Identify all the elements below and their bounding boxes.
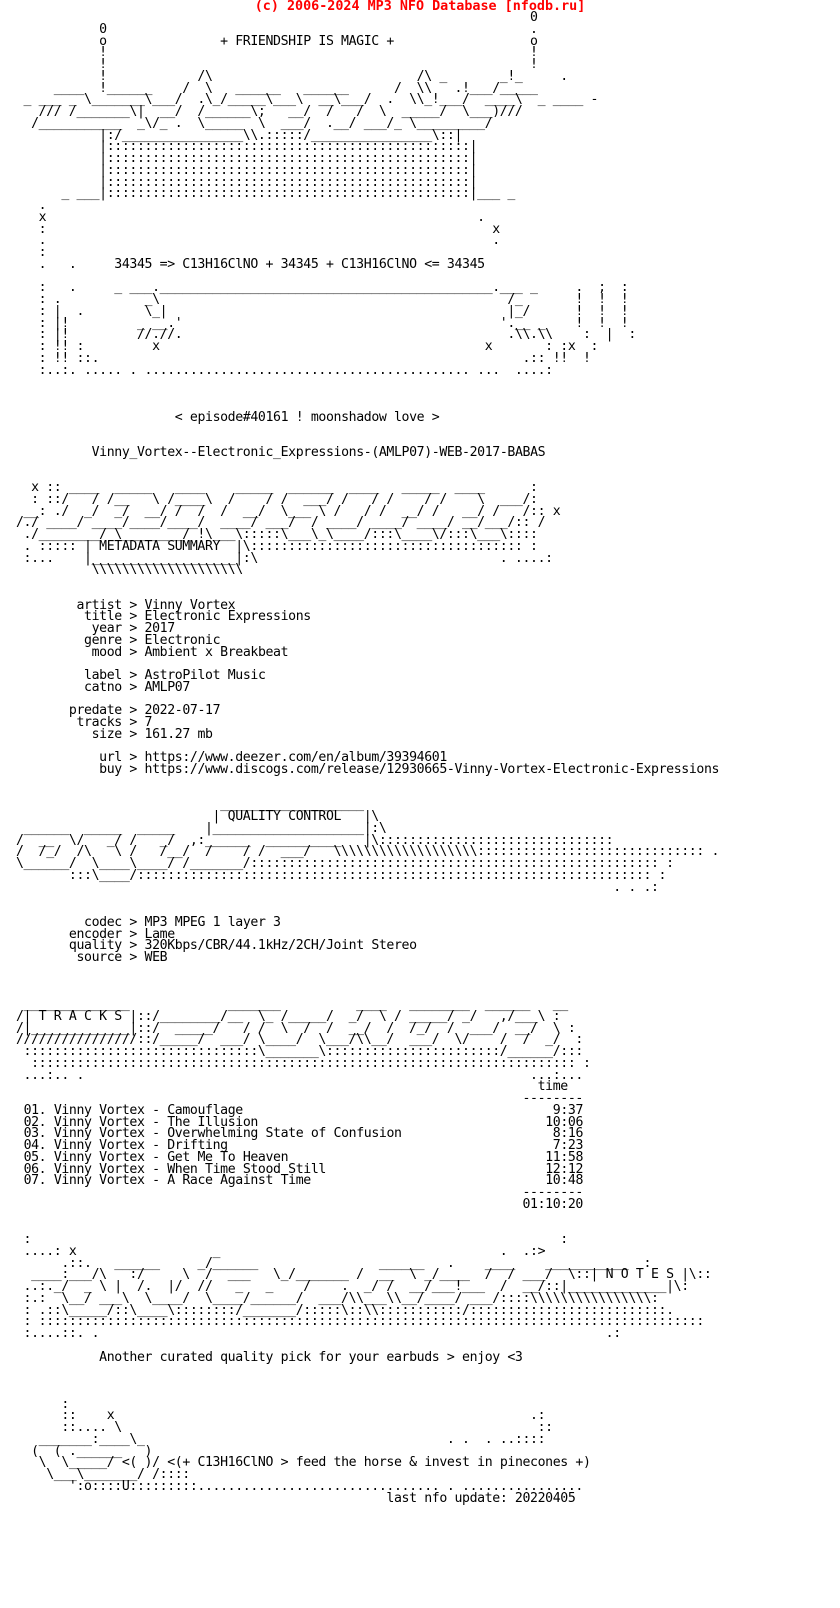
meta-artist-label: artist: [76, 597, 122, 613]
quality-quality: 320Kbps/CBR/44.1kHz/2CH/Joint Stereo: [144, 938, 417, 954]
tracklist: [16, 1102, 719, 1189]
meta-catno: AMLP07: [144, 679, 190, 695]
track-title: A Race Against Time: [167, 1173, 311, 1189]
metadata-banner: x :: ____ _____ ____ _____ ______ ____ _____ ____ : : ::/ / /__ \ /____\ / / / ___/ / / / / / \ ___/: __: ./ _/ _/ __/ / / / __/ \___ \ / / / __/ / __/ / /:: x /./ ____/ ____/____/____/ ____/ ___/ / ____/ ____/ ____/ __/___/:: / ./________/ \________/ !\___\:::::\___\_\____/:::\____\/:::\___\:::: . ::::: | METADATA SUMMARY |\:::::::::::::::::::::::::::::::::::: : :... |___________________|:\ . ....: \\\\\\\\\\\\\\\\\\\\: [16, 480, 561, 578]
track-row: 05. Vinny Vortex - Get Me To Heaven 11:58: [23, 1149, 584, 1165]
meta-predate-label: predate: [68, 703, 122, 719]
track-number: 06.: [23, 1161, 47, 1177]
track-time: 10:48: [545, 1173, 584, 1189]
track-artist: Vinny Vortex: [53, 1149, 145, 1165]
tracklist-rule-top: --------: [522, 1091, 583, 1106]
tracks-banner: ______________ _______ ____ ________ ______ __ /| T R A C K S |::/________/__ \_ /_____/ _/ \ / _____/ _/ ,/___\ : /|_____________|::/ _____/ / / \ / / __/ / /_/ / ___/ __/ \ : ////////////////::/_____/ ___/ \____/ \___/\\__/ ___/ \/ / / _/ : :::::::::::::::::::::::::::::::\_______\:::::::::::::::::::::::/______/::: :::::::::::::::::::::::::::::::::::::::::::::::::::::::::::::::::::::::: : ...:.. . ...:...: [16, 997, 591, 1083]
nfo-document: 0 0 . o + FRIENDSHIP IS MAGIC + o ! ! ! ! ! /\ /\ _ _!_ . ____ !______ / \ ______ ______ / \\ .!___/_____ _ ___ _ \_______\___/ .\_/_____\___\ __\___/ . \\_!___/ ____\ _ ____ - /// /_______\| __/ /______\; __/ / / \ _____/ \___)/// /___________ _\/_ . \_____ \ ___/ .__/ ___/_ \_________/ |:/________________\\.:::::/________________\::| |::::::::::::::::::::::::::::::::::::::::::::::::| |::::::::::::::::::::::::::::::::::::::::::::::::| |::::::::::::::::::::::::::::::::::::::::::::::::| |::::::::::::::::::::::::::::::::::::::::::::::::| _ ___|::::::::::::::::::::::::::::::::::::::::::::::::|___ _ . x . : x . . : . . 34345 => C13H16ClNO + 34345 + C13H16ClNO <= 34345 : . _ ___.____________________________________________.___ _ . ; : : . _\ /_ ! ! ! : | . \_| |_/ ! ! ! : |! _ __.' '.__ _ ! ! ! : |! //.//. .\\.\\ : | : : !! : x x : :x : : !! ::. .:: !! ! :..:. ..... . ........................................... ... ....: < episode#40161 ! moonshadow love > Vinny_Vortex--Electronic_Expressions-(AMLP07)-WEB-2017-BABAS x :: ____ _____ ____ _____ ______ ____ _____ ____ : : ::/ / /__ \ /____\ / / / ___/ / / / / / \ ___/: __: ./ _/ _/ __/ / / / __/ \___ \ / / / __/ / __/ / /:: x /./ ____/ ____/____/____/ ____/ ___/ / ____/ ____/ ____/ __/___/:: / ./________/ \________/ !\___\:::::\___\_\____/:::\____\/:::\___\:::: . ::::: | METADATA SUMMARY |\:::::::::::::::::::::::::::::::::::: : :... |___________________|:\ . ....: \\\\\\\\\\\\\\\\\\\\ artist > Vinny Vortex title > Electronic Expressions year > 2017 genre > Electronic mood > Ambient x Breakbeat label > AstroPilot Music catno > AMLP07 predate > 2022-07-17 tracks > 7 size > 161.27 mb url > https://www.deezer.com/en/album/39394601 buy > https://www.discogs.com/release/12930665-Vinny-Vortex-Electronic-Expressions ___________________ | QUALITY CONTROL |\ ______ _____ _____ |____________________|:\ / __ \/ _/ / _/ ,:______ __________ |\::::::::::::::::::::::::::::::: / /_/ /\ \ / /__/ / / / ___/ \\\\\\\\\\\\\\\\\\\:::::::::::::::::::::::::::::: . \______/ \____\____/ /_______/:::::::::::::::::::::::::::::::::::::::::::::::::::::: : :::\____/:::::::::::::::::::::::::::::::::::::::::::::::::::::::::::::::::::: : . . .: codec > MP3 MPEG 1 layer 3 encoder > Lame quality > 320Kbps/CBR/44.1kHz/2CH/Joint Stereo source > WEB ______________ _______ ____ ________ ______ __ /| T R A C K S |::/________/__ \_ /_____/ _/ \ / _____/ _/ ,/___\ : /|_____________|::/ _____/ / / \ / / __/ / /_/ / ___/ __/ \ : ////////////////::/_____/ ___/ \____/ \___/\\__/ ___/ \/ / / _/ : :::::::::::::::::::::::::::::::\_______\:::::::::::::::::::::::/______/::: :::::::::::::::::::::::::::::::::::::::::::::::::::::::::::::::::::::::: : ...:.. . ...:... time -------- 01. Vinny Vortex - Camouflage 9:37 02. Vinny Vortex - The Illusion 10:06 03. Vinny Vortex - Overwhelming State of Confusion 8:16 04. Vinny Vortex - Drifting 7:23 05. Vinny Vortex - Get Me To Heaven 11:58 06. Vinny Vortex - When Time Stood Still 12:12 07. Vinny Vortex - A Race Against Time 10:48 -------- 01:10:20 : : ....: x _ . .:> .::. ______ _/______ ______ . ____ ___________ : ____:___/\ :/ \ / ___ \_/_______ / __ \ _/____ / / ___/ \::| N O T E S |\:: ..:._/ _ \ | /. |/ // _ _ / . _/ / __/___!___ / __/::|_____________|\: :.: \__/ ___\ \____/ \____/______/ ___/\\___\\__/____/ ___/::::\\\\\\\\\\\\\\\\: : .::\_____/::\____\::::::::/_______/:::::\::\\:::::::::::/::::::::::::::::::::::::::. : :::::::::::::::::::::::::::::::::::::::::::::::::::::::::::::::::::::::::::::::::::::::: :....::. . .: Another curated quality pick for your earbuds > enjoy <3 : :: x .: ::.... \ :: _______:____\_ . . . ..:::: ( ( .______ ) \ \_____/ <( )/ <(+ C13H16ClNO > feed the horse & invest in pinecones +) \___\_______/ /:::: ':o::::U:::::::::................................ . ................ last nfo update: 20220405: [16, 10, 720, 1506]
quality-quality-label: quality: [68, 938, 122, 954]
track-number: 07.: [23, 1173, 47, 1189]
meta-tracks: 7: [144, 715, 153, 730]
track-time: 10:06: [545, 1114, 584, 1130]
meta-url: https://www.deezer.com/en/album/39394601: [144, 750, 447, 766]
meta-artist: Vinny Vortex: [144, 597, 236, 613]
ascii-formula-line: . . 34345 => C13H16ClNO + 34345 + C13H16ClNO <= 34345: [16, 256, 485, 272]
meta-url-label: url: [99, 750, 122, 766]
meta-catno-label: catno: [84, 679, 122, 695]
meta-year: 2017: [144, 621, 175, 636]
track-row: 02. Vinny Vortex - The Illusion 10:06: [23, 1114, 584, 1130]
quality-source: WEB: [144, 950, 168, 965]
track-artist: Vinny Vortex: [53, 1161, 145, 1177]
track-row: 07. Vinny Vortex - A Race Against Time 10:48: [23, 1173, 584, 1189]
track-artist: Vinny Vortex: [53, 1138, 145, 1153]
footer-art-low: \___\_______/ /:::: ':o::::U:::::::::................................ . ................: [46, 1467, 583, 1494]
meta-mood-label: mood: [91, 644, 122, 660]
track-artist: Vinny Vortex: [53, 1114, 145, 1130]
track-time: 8:16: [552, 1126, 584, 1142]
meta-buy-label: buy: [99, 762, 122, 777]
quality-codec-label: codec: [84, 914, 122, 930]
track-time: 11:58: [545, 1149, 584, 1165]
meta-title: Electronic Expressions: [144, 609, 311, 625]
track-title: When Time Stood Still: [167, 1161, 326, 1177]
track-time: 12:12: [545, 1161, 584, 1177]
release-name: Vinny_Vortex--Electronic_Expressions-(AMLP07)-WEB-2017-BABAS: [91, 444, 546, 460]
ascii-figure-top: . x . : x . . :: [38, 198, 500, 260]
meta-genre: Electronic: [144, 632, 221, 648]
meta-genre-label: genre: [84, 632, 122, 648]
meta-mood: Ambient x Breakbeat: [144, 644, 289, 660]
quality-banner: ___________________ | QUALITY CONTROL |\ ______ _____ _____ |____________________|:\ / __ \/ _/ / _/ ,:______ __________ |\::::::::::::::::::::::::::::::: / /_/ /\ \ / /__/ / / / ___/ \\\\\\\\\\\\\\\\\\\:::::::::::::::::::::::::::::: . \______/ \____\____/ /_______/:::::::::::::::::::::::::::::::::::::::::::::::::::::: : :::\____/:::::::::::::::::::::::::::::::::::::::::::::::::::::::::::::::::::: : . . .:: [16, 797, 720, 895]
track-title: Camouflage: [167, 1102, 243, 1118]
last-update: last nfo update: 20220405: [386, 1490, 576, 1506]
quality-encoder-label: encoder: [68, 926, 122, 942]
tracklist-rule-bottom: --------: [522, 1185, 583, 1200]
footer-art-top: : :: x .: ::.... \ :: _______:____\_ . . . ..:::: ( ( .______ ): [31, 1396, 553, 1459]
meta-buy: https://www.discogs.com/release/12930665-Vinny-Vortex-Electronic-Expressions: [144, 762, 720, 777]
track-title: Drifting: [167, 1138, 228, 1153]
track-number: 02.: [23, 1114, 47, 1130]
nfodb-header: (c) 2006-2024 MP3 NFO Database [nfodb.ru]: [254, 0, 586, 14]
track-row: 03. Vinny Vortex - Overwhelming State of Confusion 8:16: [23, 1126, 584, 1142]
track-artist: Vinny Vortex: [53, 1173, 145, 1189]
meta-tracks-label: tracks: [76, 715, 122, 730]
track-title: The Illusion: [167, 1114, 258, 1130]
meta-title-label: title: [84, 609, 122, 625]
ascii-logo: 0 0 . o + FRIENDSHIP IS MAGIC + o ! ! ! ! ! /\ /\ _ _!_ . ____ !______ / \ ______ ______ / \\ .!___/_____ _ ___ _ \_______\___/ .\_/_____\___\ __\___/ . \\_!___/ ____\ _ ____ - /// /_______\| __/ /______\; __/ / / \ _____/ \___)/// /___________ _\/_ . \_____ \ ___/ .__/ ___/_ \_________/ |:/________________\\.:::::/________________\::| |::::::::::::::::::::::::::::::::::::::::::::::::| |::::::::::::::::::::::::::::::::::::::::::::::::| |::::::::::::::::::::::::::::::::::::::::::::::::| |::::::::::::::::::::::::::::::::::::::::::::::::| _ ___|::::::::::::::::::::::::::::::::::::::::::::::::|___ _: [23, 10, 599, 202]
tracklist-time-header: time: [537, 1079, 568, 1095]
meta-predate: 2022-07-17: [144, 703, 221, 719]
track-artist: Vinny Vortex: [53, 1102, 145, 1118]
track-number: 01.: [23, 1102, 47, 1118]
track-row: 01. Vinny Vortex - Camouflage 9:37: [23, 1102, 584, 1118]
meta-year-label: year: [91, 621, 122, 636]
track-number: 03.: [23, 1126, 47, 1142]
footer-art-mid: \ \_____/ <( )/: [16, 1455, 168, 1471]
track-number: 05.: [23, 1149, 47, 1165]
notes-text: Another curated quality pick for your earbuds > enjoy <3: [99, 1349, 523, 1365]
track-number: 04.: [23, 1138, 47, 1153]
quality-codec: MP3 MPEG 1 layer 3: [144, 914, 281, 930]
track-artist: Vinny Vortex: [53, 1126, 145, 1142]
tracklist-total: 01:10:20: [522, 1196, 583, 1212]
quality-source-label: source: [76, 950, 122, 965]
quality-encoder: Lame: [144, 926, 175, 942]
track-row: 06. Vinny Vortex - When Time Stood Still 12:12: [23, 1161, 584, 1177]
track-row: 04. Vinny Vortex - Drifting 7:23: [23, 1138, 584, 1153]
track-time: 7:23: [552, 1138, 584, 1153]
track-time: 9:37: [552, 1102, 584, 1118]
episode-line: < episode#40161 ! moonshadow love >: [174, 409, 440, 425]
meta-label-label: label: [84, 668, 122, 683]
footer-slogan: <(+ C13H16ClNO > feed the horse & invest in pinecones +): [167, 1455, 591, 1471]
notes-banner: : : ....: x _ . .:> .::. ______ _/______ ______ . ____ ___________ : ____:___/\ :/ \ / ___ \_/_______ / __ \ _/____ / / ___/ \::| N O T E S |\:: ..:._/ _ \ | /. |/ // _ _ / . _/ / __/___!___ / __/::|_____________|\: :.: \__/ ___\ \____/ \____/______/ ___/\\___\\__/____/ ___/::::\\\\\\\\\\\\\\\\: : .::\_____/::\____\::::::::/_______/:::::\::\\:::::::::::/::::::::::::::::::::::::::. : :::::::::::::::::::::::::::::::::::::::::::::::::::::::::::::::::::::::::::::::::::::::: :....::. . .:: [23, 1232, 712, 1341]
ascii-bridge: : . _ ___.____________________________________________.___ _ . ; : : . _\ /_ ! ! ! : | . \_| |_/ ! ! ! : |! _ __.' '.__ _ ! ! ! : |! //.//. .\\.\\ : | : : !! : x x : :x : : !! ::. .:: !! ! :..:. ..... . ........................................... ... ....:: [38, 280, 636, 378]
meta-size-label: size: [91, 726, 122, 742]
track-title: Get Me To Heaven: [167, 1149, 289, 1165]
meta-label: AstroPilot Music: [144, 668, 266, 683]
track-title: Overwhelming State of Confusion: [167, 1126, 402, 1142]
meta-size: 161.27 mb: [144, 726, 213, 742]
